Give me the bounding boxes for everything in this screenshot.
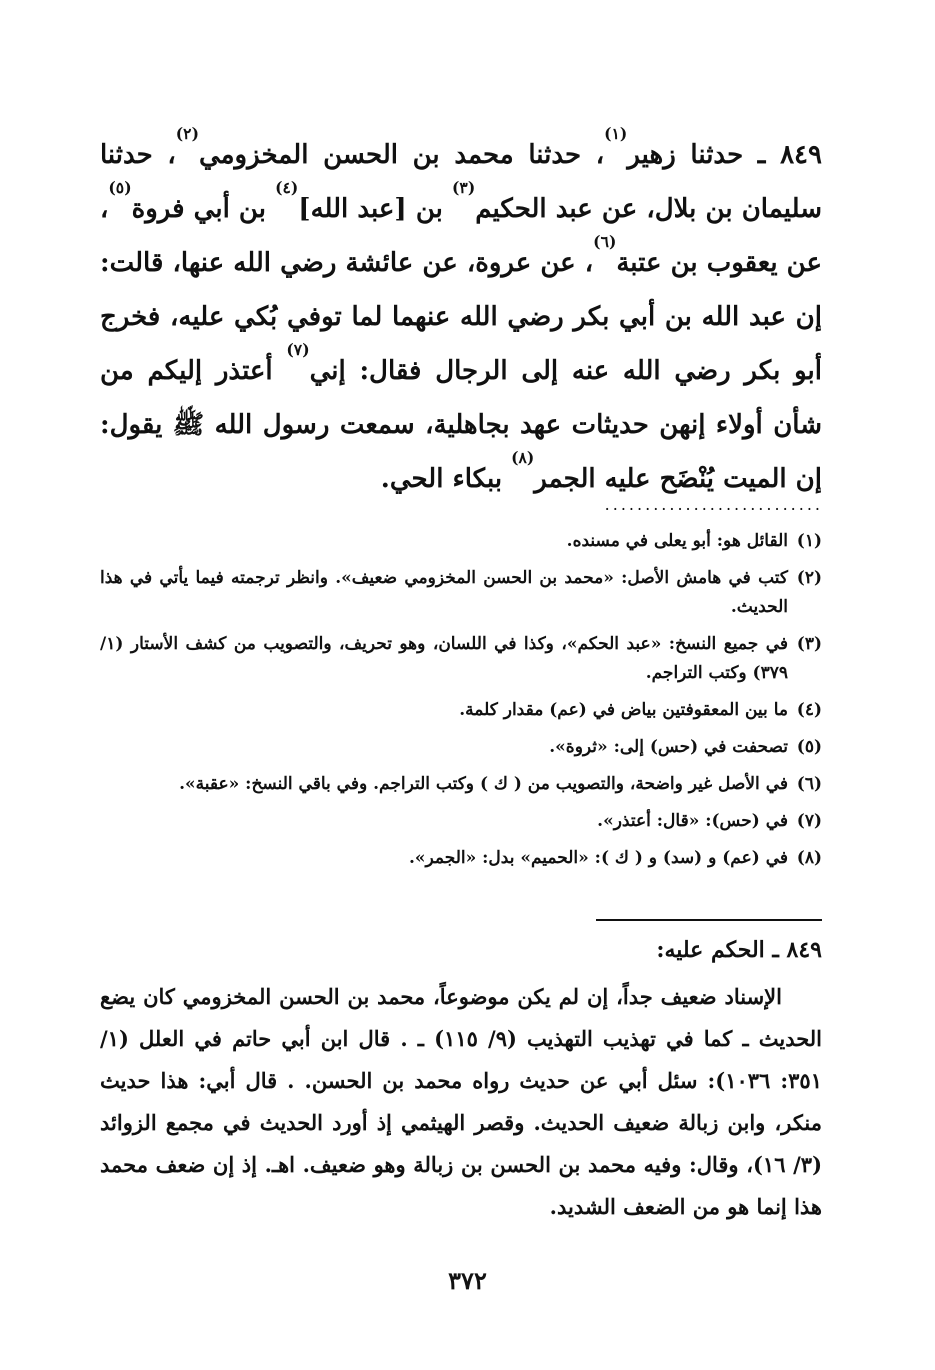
footnote-number: (٢) bbox=[796, 568, 822, 588]
footnote-text: ما بين المعقوفتين بياض في (عم) مقدار كلمة. bbox=[459, 700, 788, 720]
page-number: ٣٧٢ bbox=[448, 1266, 487, 1295]
footnote-7 bbox=[100, 807, 822, 836]
hadith-text bbox=[100, 124, 822, 506]
footnote-5 bbox=[100, 733, 822, 762]
footnote-6 bbox=[100, 770, 822, 799]
hadith-segment: بن أبي فروة bbox=[131, 194, 276, 224]
footnote-3 bbox=[100, 630, 822, 688]
footnote-ref-3: (٣) bbox=[452, 178, 476, 197]
footnote-ref-6: (٦) bbox=[593, 232, 617, 251]
footnote-text: القائل هو: أبو يعلى في مسنده. bbox=[566, 531, 788, 551]
hadith-segment: ، حدثنا محمد بن الحسن المخزومي bbox=[198, 140, 605, 170]
footnote-text: في الأصل غير واضحة، والتصويب من ( ك ) وكتب التراجم. وفي باقي النسخ: «عقبة». bbox=[179, 774, 788, 794]
footnotes bbox=[100, 527, 822, 881]
hadith-segment: ببكاء الحي. bbox=[380, 464, 512, 494]
footnote-separator: ........................... bbox=[604, 495, 823, 514]
hadith-segment: ، عن عروة، عن عائشة رضي الله عنها، قالت: إن عبد الله بن أبي بكر رضي الله عنهما لما توفي بُكي عليه، فخرج أبو بكر رضي الله عنه إلى الرجال فقال: إني bbox=[100, 248, 822, 386]
footnote-2 bbox=[100, 564, 822, 622]
hadith-paragraph bbox=[100, 124, 822, 506]
hadith-segment: ٨٤٩ ـ حدثنا زهير bbox=[627, 140, 822, 170]
footnote-number: (٤) bbox=[796, 700, 822, 720]
footnote-text: كتب في هامش الأصل: «محمد بن الحسن المخزومي ضعيف». وانظر ترجمته فيما يأتي في هذا الحديث. bbox=[100, 568, 788, 617]
ruling-heading: ٨٤٩ ـ الحكم عليه: bbox=[656, 937, 822, 963]
footnote-text: في جميع النسخ: «عبد الحكم»، وكذا في اللسان، وهو تحريف، والتصويب من كشف الأستار (١/ ٣٧٩) وكتب التراجم. bbox=[100, 634, 788, 683]
footnote-text: في (عم) و (سد) و ( ك ): «الحميم» بدل: «الجمر». bbox=[408, 848, 788, 868]
footnote-ref-7: (٧) bbox=[286, 340, 310, 359]
footnote-number: (٦) bbox=[796, 774, 822, 794]
footnote-number: (٣) bbox=[796, 634, 822, 654]
footnote-8 bbox=[100, 844, 822, 873]
section-divider bbox=[596, 919, 822, 921]
ruling-paragraph: الإسناد ضعيف جداً، إن لم يكن موضوعاً، محمد بن الحسن المخزومي كان يضع الحديث ـ كما في تهذيب التهذيب (٩/ ١١٥) ـ . قال ابن أبي حاتم في العلل (١/ ٣٥١: ١٠٣٦): سئل أبي عن حديث رواه محمد بن الحسن. . قال أبي: هذا حديث منكر، وابن زبالة ضعيف الحديث. وقصر الهيثمي إذ أورد الحديث في مجمع الزوائد (٣/ ١٦)، وقال: وفيه محمد بن الحسن بن زبالة وهو ضعيف. اهـ. إذ إن ضعف محمد هذا إنما هو من الضعف الشديد. bbox=[100, 984, 823, 1219]
ruling-text bbox=[100, 976, 822, 1228]
footnote-ref-5: (٥) bbox=[108, 178, 132, 197]
footnote-number: (٥) bbox=[796, 737, 822, 757]
footnote-ref-4: (٤) bbox=[275, 178, 299, 197]
footnote-number: (٨) bbox=[796, 848, 822, 868]
footnote-4 bbox=[100, 696, 822, 725]
footnote-ref-2: (٢) bbox=[175, 124, 199, 143]
footnote-text: في (حس): «قال: أعتذر». bbox=[597, 811, 788, 831]
footnote-1 bbox=[100, 527, 822, 556]
hadith-segment: ، عن يعقوب بن عتبة bbox=[100, 194, 822, 278]
hadith-segment: بن [عبد الله] bbox=[298, 194, 453, 224]
footnote-text: تصحفت في (حس) إلى: «ثروة». bbox=[549, 737, 788, 757]
footnote-number: (٧) bbox=[796, 811, 822, 831]
footnote-number: (١) bbox=[796, 531, 822, 551]
footnote-ref-8: (٨) bbox=[511, 448, 535, 467]
hadith-segment: أعتذر إليكم من شأن أولاء إنهن حديثات عهد بجاهلية، سمعت رسول الله ﷺ يقول: إن الميت يُنْضَح عليه الجمر bbox=[100, 356, 822, 494]
footnote-ref-1: (١) bbox=[604, 124, 628, 143]
hadith-segment: ، حدثنا سليمان بن بلال، عن عبد الحكيم bbox=[100, 140, 822, 224]
